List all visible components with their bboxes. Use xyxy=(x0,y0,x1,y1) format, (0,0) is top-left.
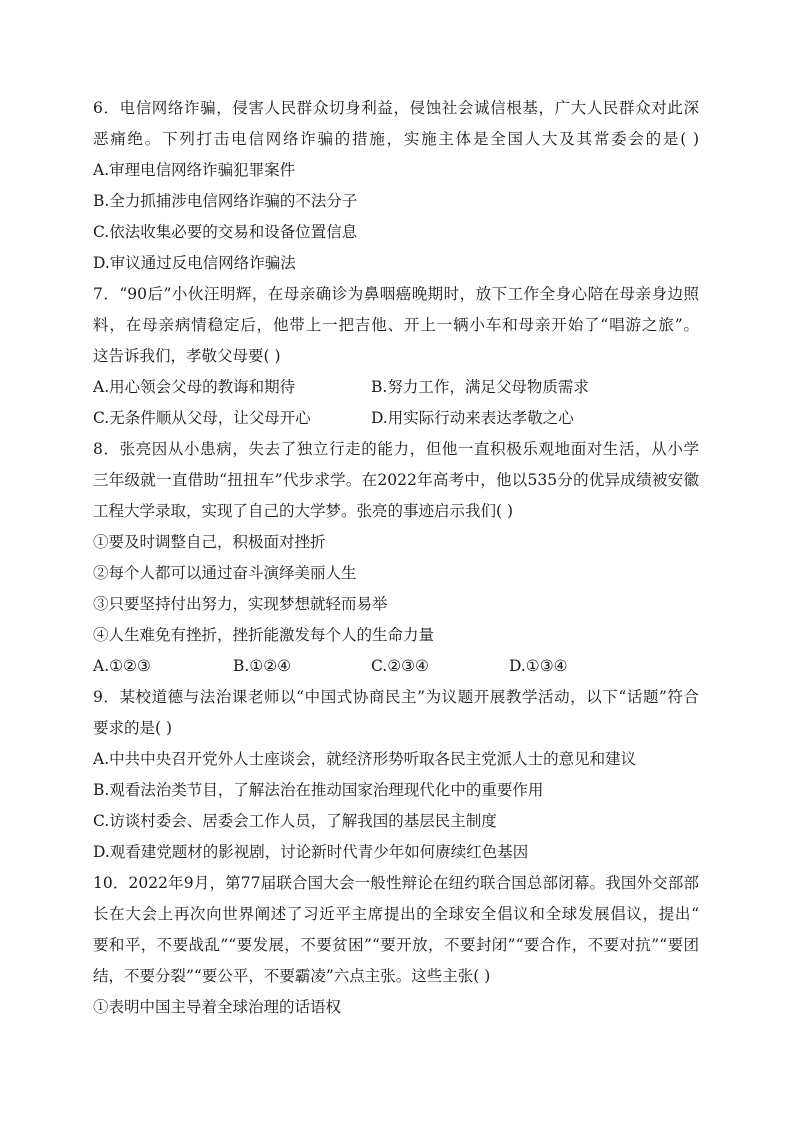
q8-stem-line-2: 三年级就一直借助“扭扭车”代步求学。在2022年高考中，他以535分的优异成绩被安徽 xyxy=(93,471,699,489)
q7-stem-line-2: 料，在母亲病情稳定后，他带上一把吉他、开上一辆小车和母亲开始了“唱游之旅”。 xyxy=(93,316,699,334)
q10-stem-line-3: 要和平，不要战乱”“要发展，不要贫困”“要开放，不要封闭”“要合作，不要对抗”“要团 xyxy=(93,936,699,954)
q8-option-c: C.②③④ xyxy=(371,657,429,675)
q6-option-d: D.审议通过反电信网络诈骗法 xyxy=(93,254,296,272)
q8-statement-3: ③只要坚持付出努力，实现梦想就轻而易举 xyxy=(93,595,388,613)
q8-option-d: D.①③④ xyxy=(509,657,568,675)
q9-option-c: C.访谈村委会、居委会工作人员，了解我国的基层民主制度 xyxy=(93,812,497,830)
q9-stem-line-1: 9．某校道德与法治课老师以“中国式协商民主”为议题开展教学活动，以下“话题”符合 xyxy=(93,688,699,706)
q8-statement-2: ②每个人都可以通过奋斗演绎美丽人生 xyxy=(93,564,357,582)
q7-option-a: A.用心领会父母的教诲和期待 xyxy=(93,378,296,396)
q6-option-b: B.全力抓捕涉电信网络诈骗的不法分子 xyxy=(93,192,358,210)
q8-stem-line-1: 8．张亮因从小患病，失去了独立行走的能力，但他一直积极乐观地面对生活，从小学 xyxy=(93,440,699,458)
q10-stem-line-4: 结，不要分裂”“要公平，不要霸凌”六点主张。这些主张( ) xyxy=(93,967,491,985)
q10-statement-1: ①表明中国主导着全球治理的话语权 xyxy=(93,998,342,1016)
q8-statement-1: ①要及时调整自己，积极面对挫折 xyxy=(93,533,326,551)
q7-stem-line-3: 这告诉我们，孝敬父母要( ) xyxy=(93,347,281,365)
q10-stem-line-1: 10．2022年9月，第77届联合国大会一般性辩论在纽约联合国总部闭幕。我国外交部部 xyxy=(93,874,699,892)
q8-stem-line-3: 工程大学录取，实现了自己的大学梦。张亮的事迹启示我们( ) xyxy=(93,502,514,520)
q8-option-b: B.①②④ xyxy=(233,657,292,675)
q7-option-c: C.无条件顺从父母，让父母开心 xyxy=(93,409,311,427)
q10-stem-line-2: 长在大会上再次向世界阐述了习近平主席提出的全球安全倡议和全球发展倡议，提出“ xyxy=(93,905,699,923)
q7-option-d: D.用实际行动来表达孝敬之心 xyxy=(371,409,574,427)
q8-statement-4: ④人生难免有挫折，挫折能激发每个人的生命力量 xyxy=(93,626,435,644)
q6-stem-line-1: 6．电信网络诈骗，侵害人民群众切身利益，侵蚀社会诚信根基，广大人民群众对此深 xyxy=(93,99,699,117)
q9-option-b: B.观看法治类节目，了解法治在推动国家治理现代化中的重要作用 xyxy=(93,781,544,799)
q7-stem-line-1: 7．“90后”小伙汪明辉，在母亲确诊为鼻咽癌晚期时，放下工作全身心陪在母亲身边照 xyxy=(93,285,699,303)
q7-option-b: B.努力工作，满足父母物质需求 xyxy=(371,378,589,396)
q9-stem-line-2: 要求的是( ) xyxy=(93,719,173,737)
q6-option-a: A.审理电信网络诈骗犯罪案件 xyxy=(93,161,296,179)
q9-option-d: D.观看建党题材的影视剧，讨论新时代青少年如何赓续红色基因 xyxy=(93,843,529,861)
q8-option-a: A.①②③ xyxy=(93,657,151,675)
q9-option-a: A.中共中央召开党外人士座谈会，就经济形势听取各民主党派人士的意见和建议 xyxy=(93,750,637,768)
q6-option-c: C.依法收集必要的交易和设备位置信息 xyxy=(93,223,358,241)
q6-stem-line-2: 恶痛绝。下列打击电信网络诈骗的措施，实施主体是全国人大及其常委会的是( ) xyxy=(93,130,699,148)
